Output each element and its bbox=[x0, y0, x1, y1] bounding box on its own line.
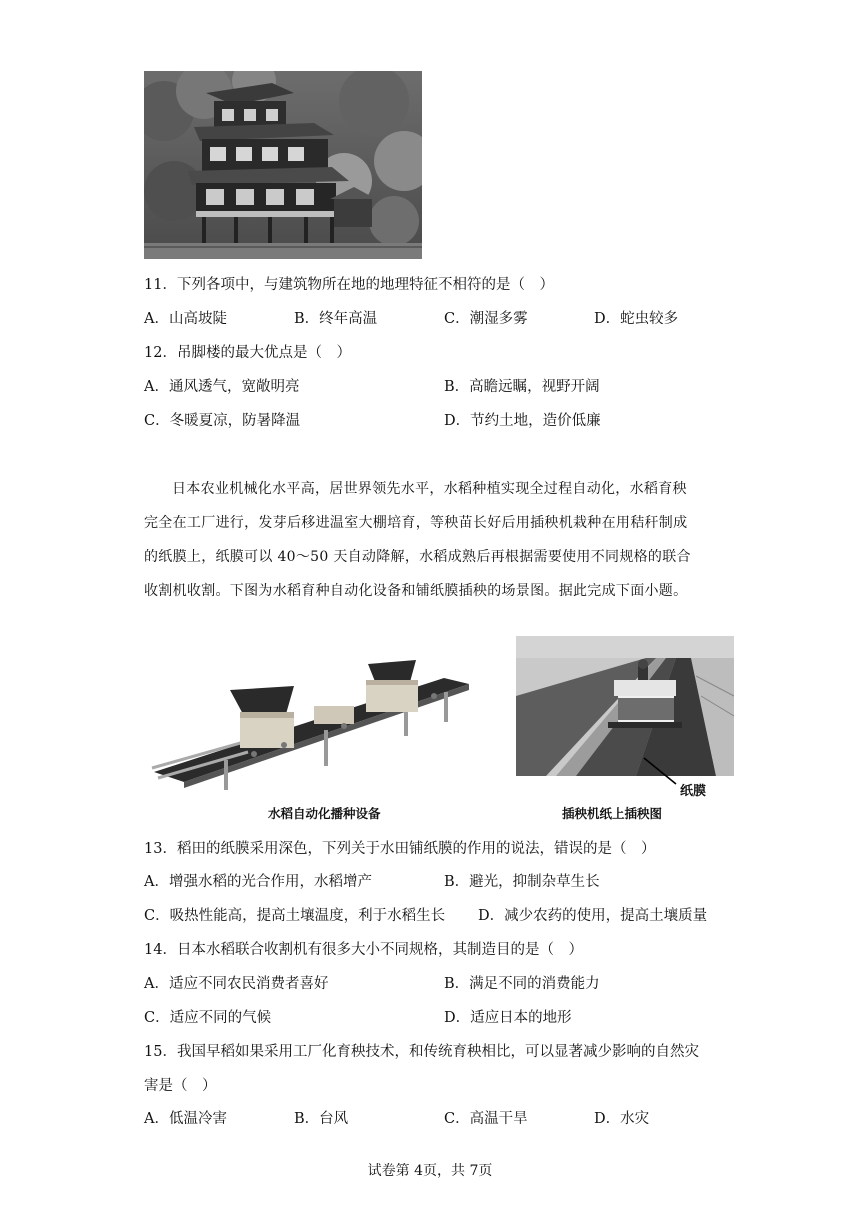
q15-option-c: C．高温干旱 bbox=[444, 1111, 528, 1127]
question-15-stem: 15．我国早稻如果采用工厂化育秧技术，和传统育秧相比，可以显著减少影响的自然灾 bbox=[144, 1044, 699, 1060]
right-figure-caption: 插秧机纸上插秧图 bbox=[562, 806, 663, 821]
q13-option-c: C．吸热性能高，提高土壤温度，利于水稻生长 bbox=[144, 908, 446, 924]
q11-option-d: D．蛇虫较多 bbox=[594, 311, 679, 327]
q14-option-d: D．适应日本的地形 bbox=[444, 1010, 572, 1026]
q14-option-c: C．适应不同的气候 bbox=[144, 1010, 272, 1026]
paper-film-pointer bbox=[640, 756, 680, 786]
passage-line-1: 日本农业机械化水平高，居世界领先水平，水稻种植实现全过程自动化，水稻育秧 bbox=[172, 481, 687, 497]
q14-option-b: B．满足不同的消费能力 bbox=[444, 976, 600, 992]
passage-line-4: 收割机收割。下图为水稻育种自动化设备和铺纸膜插秧的场景图。据此完成下面小题。 bbox=[144, 583, 688, 599]
q12-option-d: D．节约土地，造价低廉 bbox=[444, 413, 601, 429]
q15-option-b: B．台风 bbox=[294, 1111, 349, 1127]
q15-option-d: D．水灾 bbox=[594, 1111, 650, 1127]
question-13-stem: 13．稻田的纸膜采用深色，下列关于水田铺纸膜的作用的说法，错误的是（ ） bbox=[144, 841, 656, 857]
q15-option-a: A．低温冷害 bbox=[144, 1111, 227, 1127]
transplanter-photo bbox=[516, 636, 734, 776]
question-12-stem: 12．吊脚楼的最大优点是（ ） bbox=[144, 345, 351, 361]
q12-option-a: A．通风透气，宽敞明亮 bbox=[144, 379, 300, 395]
question-14-stem: 14．日本水稻联合收割机有很多大小不同规格，其制造目的是（ ） bbox=[144, 942, 583, 958]
q12-option-c: C．冬暖夏凉，防暑降温 bbox=[144, 413, 301, 429]
q13-option-a: A．增强水稻的光合作用，水稻增产 bbox=[144, 874, 372, 890]
seeding-machine-figure bbox=[144, 650, 474, 800]
left-figure-caption: 水稻自动化播种设备 bbox=[268, 806, 381, 821]
q14-option-a: A．适应不同农民消费者喜好 bbox=[144, 976, 329, 992]
q12-option-b: B．高瞻远瞩，视野开阔 bbox=[444, 379, 600, 395]
question-11-stem: 11．下列各项中，与建筑物所在地的地理特征不相符的是（ ） bbox=[144, 277, 554, 293]
q13-option-b: B．避光，抑制杂草生长 bbox=[444, 874, 600, 890]
stilt-house-photo bbox=[144, 71, 422, 259]
passage-line-2: 完全在工厂进行，发芽后移进温室大棚培育，等秧苗长好后用插秧机栽种在用秸秆制成 bbox=[144, 515, 688, 531]
q13-option-d: D．减少农药的使用，提高土壤质量 bbox=[478, 908, 708, 924]
q11-option-a: A．山高坡陡 bbox=[144, 311, 227, 327]
page-footer: 试卷第 4页，共 7页 bbox=[367, 1163, 493, 1179]
passage-line-3: 的纸膜上，纸膜可以 40～50 天自动降解，水稻成熟后再根据需要使用不同规格的联合 bbox=[144, 549, 691, 565]
paper-film-label: 纸膜 bbox=[680, 784, 707, 799]
q11-option-c: C．潮湿多雾 bbox=[444, 311, 528, 327]
question-15-stem-continued: 害是（ ） bbox=[144, 1078, 217, 1094]
q11-option-b: B．终年高温 bbox=[294, 311, 378, 327]
